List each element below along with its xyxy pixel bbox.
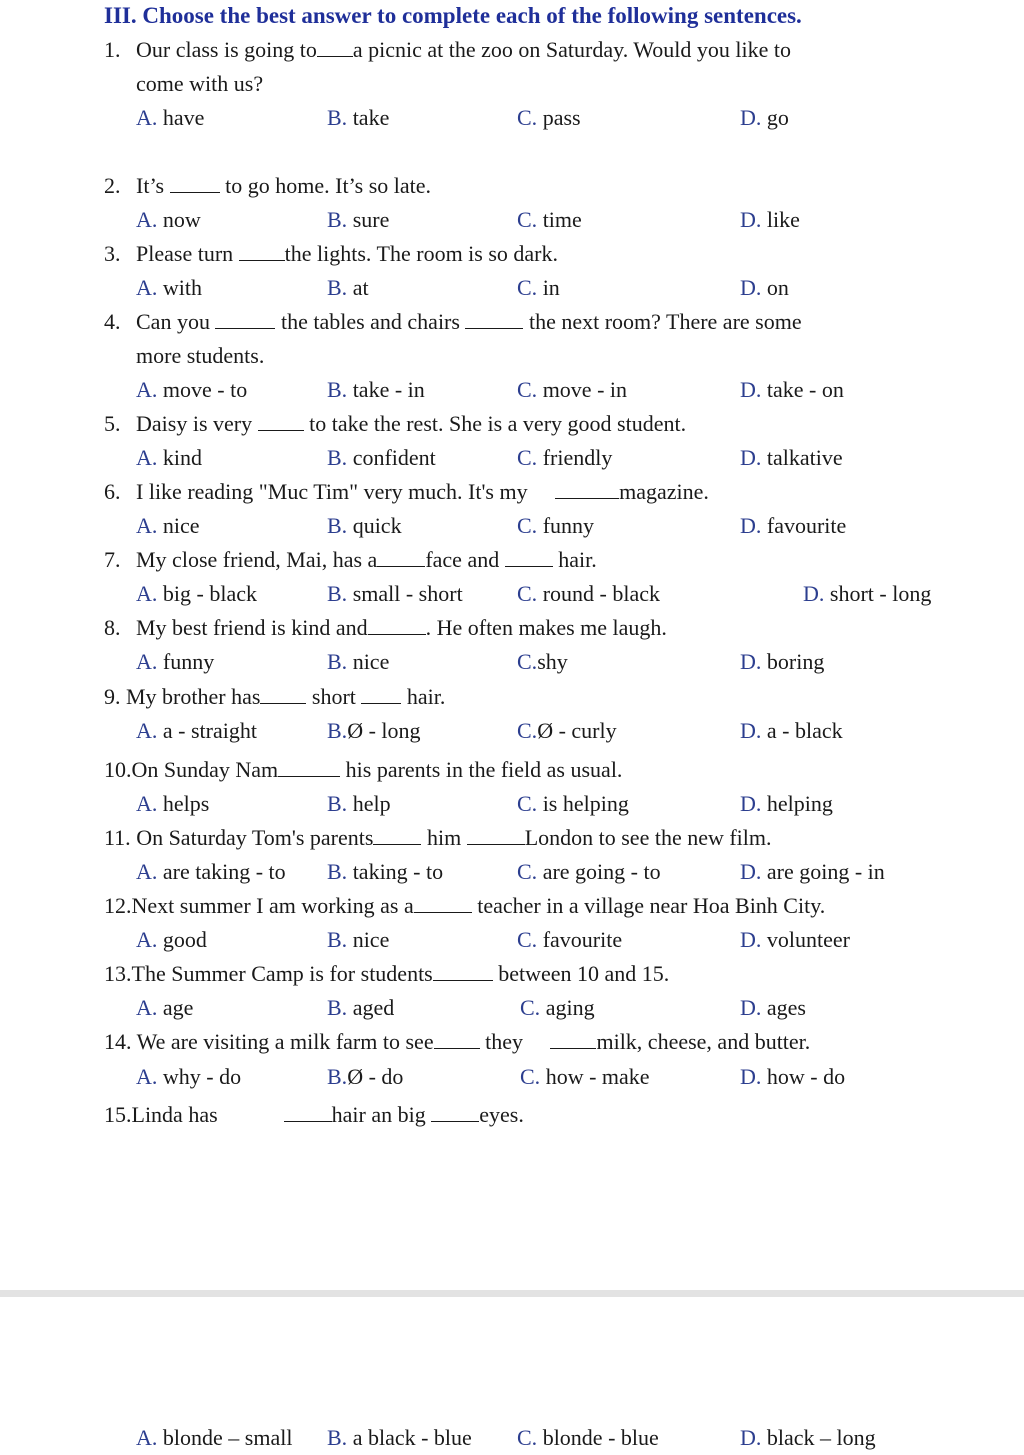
question-15: 15.Linda has hair an big eyes. xyxy=(104,1102,524,1127)
answer-blank xyxy=(361,685,401,704)
question-6-option-c[interactable]: C. funny xyxy=(517,513,595,538)
question-12: 12.Next summer I am working as a teacher in a village near Hoa Binh City. xyxy=(104,893,826,918)
question-13-option-a[interactable]: A. age xyxy=(136,995,194,1020)
question-7: 7. My close friend, Mai, has a face and hair. xyxy=(104,547,597,572)
answer-blank xyxy=(465,310,523,329)
answer-blank xyxy=(431,1103,479,1122)
question-2-option-d[interactable]: D. like xyxy=(740,207,800,232)
question-2-option-a[interactable]: A. now xyxy=(136,207,201,232)
question-13: 13.The Summer Camp is for students between 10 and 15. xyxy=(104,961,670,986)
section-heading: III. Choose the best answer to complete each of the following sentences. xyxy=(104,3,802,28)
question-3-option-d[interactable]: D. on xyxy=(740,275,789,300)
answer-blank xyxy=(505,548,553,567)
question-8-option-d[interactable]: D. boring xyxy=(740,649,825,674)
question-9-option-c[interactable]: C.Ø - curly xyxy=(517,718,617,743)
answer-blank xyxy=(550,1030,596,1049)
question-8: 8. My best friend is kind and . He often makes me laugh. xyxy=(104,615,667,640)
question-5: 5. Daisy is very to take the rest. She is a very good student. xyxy=(104,411,687,436)
question-5-option-c[interactable]: C. friendly xyxy=(517,445,613,470)
question-10-option-d[interactable]: D. helping xyxy=(740,791,833,816)
question-4: 4. Can you the tables and chairs the next room? There are some xyxy=(104,309,802,334)
question-13-option-c[interactable]: C. aging xyxy=(520,995,595,1020)
answer-blank xyxy=(260,685,306,704)
question-4-option-a[interactable]: A. move - to xyxy=(136,377,248,402)
answer-blank xyxy=(284,1103,332,1122)
question-14-option-c[interactable]: C. how - make xyxy=(520,1064,650,1089)
question-9-option-a[interactable]: A. a - straight xyxy=(136,718,257,743)
question-3-option-b[interactable]: B. at xyxy=(327,275,369,300)
question-6-option-b[interactable]: B. quick xyxy=(327,513,402,538)
question-14-option-b[interactable]: B.Ø - do xyxy=(327,1064,404,1089)
question-7-option-d[interactable]: D. short - long xyxy=(803,581,932,606)
question-10-option-c[interactable]: C. is helping xyxy=(517,791,629,816)
question-5-option-d[interactable]: D. talkative xyxy=(740,445,843,470)
question-8-option-a[interactable]: A. funny xyxy=(136,649,215,674)
question-7-option-c[interactable]: C. round - black xyxy=(517,581,660,606)
answer-blank xyxy=(555,480,619,499)
question-1-option-b[interactable]: B. take xyxy=(327,105,390,130)
question-6-option-a[interactable]: A. nice xyxy=(136,513,200,538)
question-10-option-a[interactable]: A. helps xyxy=(136,791,210,816)
question-13-option-d[interactable]: D. ages xyxy=(740,995,806,1020)
question-5-option-a[interactable]: A. kind xyxy=(136,445,203,470)
question-11-option-c[interactable]: C. are going - to xyxy=(517,859,661,884)
answer-blank xyxy=(377,548,425,567)
question-9: 9. My brother has short hair. xyxy=(104,684,446,709)
answer-blank xyxy=(368,616,426,635)
answer-blank xyxy=(239,242,285,261)
question-6: 6. I like reading "Muc Tim" very much. It's my magazine. xyxy=(104,479,709,504)
question-12-option-b[interactable]: B. nice xyxy=(327,927,390,952)
question-10: 10.On Sunday Nam his parents in the field as usual. xyxy=(104,757,623,782)
question-4-continuation: more students. xyxy=(136,343,265,368)
question-11-option-b[interactable]: B. taking - to xyxy=(327,859,444,884)
answer-blank xyxy=(434,1030,480,1049)
question-12-option-d[interactable]: D. volunteer xyxy=(740,927,850,952)
question-8-option-c[interactable]: C.shy xyxy=(517,649,568,674)
question-14: 14. We are visiting a milk farm to see they milk, cheese, and butter. xyxy=(104,1029,811,1054)
question-15-option-c[interactable]: C. blonde - blue xyxy=(517,1425,659,1450)
question-6-option-d[interactable]: D. favourite xyxy=(740,513,847,538)
question-2-option-c[interactable]: C. time xyxy=(517,207,582,232)
question-3-option-a[interactable]: A. with xyxy=(136,275,203,300)
question-11: 11. On Saturday Tom's parents him London to see the new film. xyxy=(104,825,772,850)
question-15-option-b[interactable]: B. a black - blue xyxy=(327,1425,472,1450)
question-14-option-a[interactable]: A. why - do xyxy=(136,1064,242,1089)
question-4-option-b[interactable]: B. take - in xyxy=(327,377,425,402)
question-9-option-d[interactable]: D. a - black xyxy=(740,718,843,743)
question-2: 2. It’s to go home. It’s so late. xyxy=(104,173,432,198)
question-7-option-b[interactable]: B. small - short xyxy=(327,581,463,606)
question-11-option-a[interactable]: A. are taking - to xyxy=(136,859,286,884)
question-5-option-b[interactable]: B. confident xyxy=(327,445,436,470)
question-4-option-d[interactable]: D. take - on xyxy=(740,377,844,402)
answer-blank xyxy=(414,894,472,913)
question-1-option-d[interactable]: D. go xyxy=(740,105,789,130)
question-7-option-a[interactable]: A. big - black xyxy=(136,581,257,606)
answer-blank xyxy=(317,38,353,57)
question-4-option-c[interactable]: C. move - in xyxy=(517,377,628,402)
question-10-option-b[interactable]: B. help xyxy=(327,791,391,816)
answer-blank xyxy=(373,826,421,845)
answer-blank xyxy=(258,412,304,431)
question-13-option-b[interactable]: B. aged xyxy=(327,995,395,1020)
question-1-continuation: come with us? xyxy=(136,71,264,96)
question-9-option-b[interactable]: B.Ø - long xyxy=(327,718,421,743)
question-11-option-d[interactable]: D. are going - in xyxy=(740,859,885,884)
question-3-option-c[interactable]: C. in xyxy=(517,275,560,300)
question-1-option-c[interactable]: C. pass xyxy=(517,105,581,130)
answer-blank xyxy=(170,174,220,193)
question-8-option-b[interactable]: B. nice xyxy=(327,649,390,674)
question-2-option-b[interactable]: B. sure xyxy=(327,207,390,232)
question-15-option-a[interactable]: A. blonde – small xyxy=(136,1425,293,1450)
question-12-option-c[interactable]: C. favourite xyxy=(517,927,623,952)
question-3: 3. Please turn the lights. The room is so dark. xyxy=(104,241,559,266)
question-14-option-d[interactable]: D. how - do xyxy=(740,1064,846,1089)
question-15-option-d[interactable]: D. black – long xyxy=(740,1425,876,1450)
answer-blank xyxy=(433,962,493,981)
page-break-divider xyxy=(0,1290,1024,1297)
question-1-option-a[interactable]: A. have xyxy=(136,105,205,130)
question-1: 1. Our class is going to a picnic at the zoo on Saturday. Would you like to xyxy=(104,37,792,62)
answer-blank xyxy=(215,310,275,329)
answer-blank xyxy=(467,826,525,845)
question-12-option-a[interactable]: A. good xyxy=(136,927,207,952)
answer-blank xyxy=(278,758,340,777)
